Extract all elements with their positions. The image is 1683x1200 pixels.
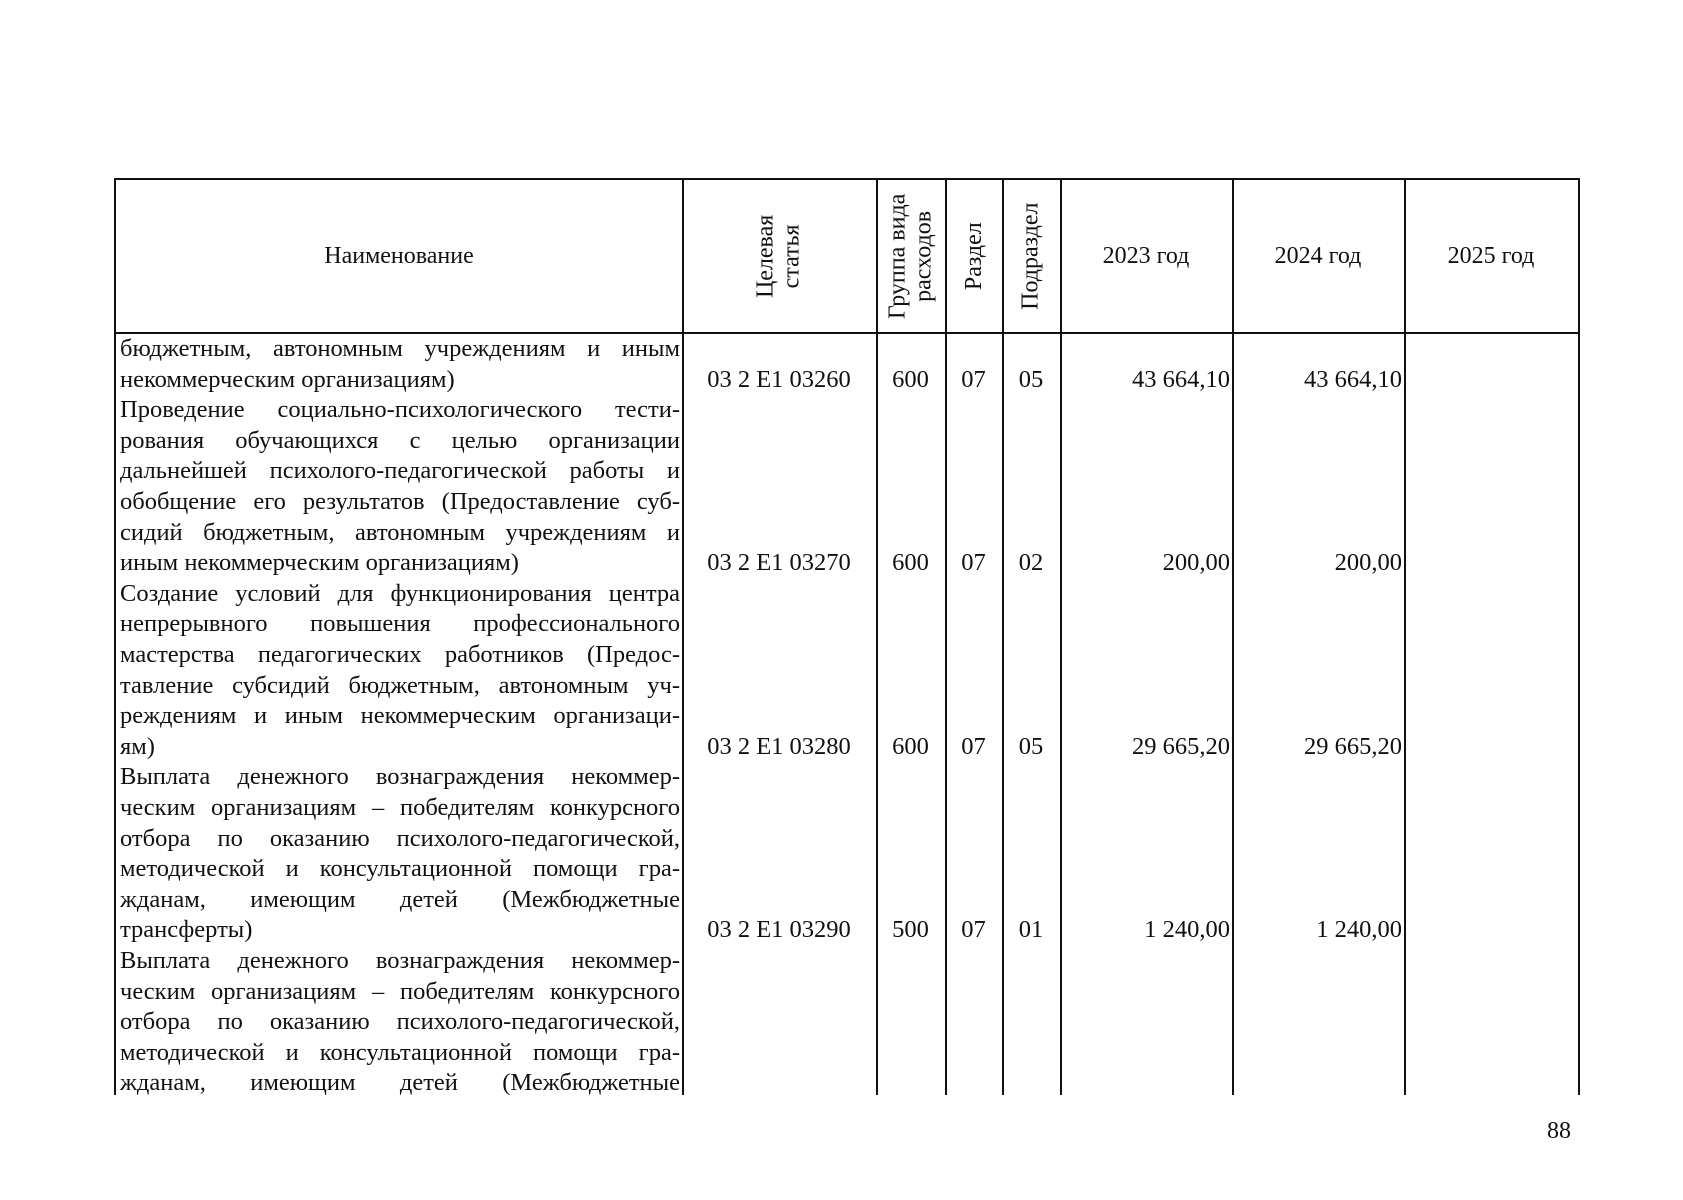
header-2025-label: 2025 год [1447, 242, 1535, 269]
row-name-line: трансферты) [120, 916, 253, 944]
row-name-line: методической и консультационной помощи гра- [120, 1038, 680, 1066]
row-section: 07 [961, 365, 986, 393]
row-2023: 29 665,20 [1132, 732, 1230, 760]
header-target-article-label [753, 214, 806, 297]
row-name-line: иным некоммерческим организациям) [120, 549, 519, 577]
row-name-line: методической и консультационной помощи гра- [120, 855, 680, 883]
row-name-line: сидий бюджетным, автономным учреждениям и [120, 518, 680, 546]
header-line: расходов [910, 210, 937, 302]
header-2024 [1232, 180, 1404, 332]
row-section: 07 [961, 916, 986, 944]
header-name-label: Наименование [324, 242, 474, 269]
row-code: 03 2 E1 03290 [707, 916, 851, 944]
header-2023 [1060, 180, 1232, 332]
row-name [120, 762, 680, 946]
row-name [120, 395, 680, 579]
row-name-line: рования обучающихся с целью организации [120, 426, 680, 454]
row-group: 600 [892, 549, 929, 577]
header-line: Группа вида [884, 193, 911, 319]
row-name-line: ческим организациям – победителям конкурсного [120, 793, 680, 821]
header-subsection [1002, 180, 1060, 332]
row-name-line: Выплата денежного вознаграждения некоммер- [120, 947, 680, 974]
header-section-label: Раздел [960, 222, 987, 290]
row-subsection: 05 [1018, 732, 1044, 760]
header-2025 [1404, 180, 1578, 332]
row-name-line: жданам, имеющим детей (Межбюджетные [120, 1069, 680, 1097]
row-name-line: ческим организациям – победителям конкурсного [120, 977, 680, 1005]
row-group: 600 [892, 732, 929, 760]
row-name [120, 334, 680, 395]
row-name-line: мастерства педагогических работников (Предос- [120, 640, 680, 668]
row-name-line: реждениям и иным некоммерческим организаци- [120, 702, 680, 730]
row-name-line: тавление субсидий бюджетным, автономным уч- [120, 671, 680, 699]
row-name-line: Создание условий для функционирования центра [120, 579, 680, 607]
header-2024-label: 2024 год [1274, 242, 1362, 269]
row-name-line: отбора по оказанию психолого-педагогической, [120, 824, 680, 852]
row-name-line: Выплата денежного вознаграждения некоммер- [120, 763, 680, 791]
header-name [116, 180, 682, 332]
row-2023: 1 240,00 [1144, 916, 1230, 944]
row-section: 07 [961, 549, 986, 577]
row-name-line: ям) [120, 732, 155, 760]
header-expense-group-label [884, 193, 937, 318]
row-group: 500 [892, 916, 929, 944]
row-name-line: обобщение его результатов (Предоставление суб- [120, 487, 680, 515]
row-code: 03 2 E1 03260 [707, 365, 851, 393]
row-2023: 43 664,10 [1132, 365, 1230, 393]
page-number: 88 [1547, 1118, 1571, 1144]
row-name [120, 946, 680, 1099]
row-name-line: жданам, имеющим детей (Межбюджетные [120, 885, 680, 913]
row-2024: 200,00 [1334, 549, 1402, 577]
header-section [945, 180, 1002, 332]
row-subsection: 05 [1018, 365, 1044, 393]
row-subsection: 02 [1018, 549, 1044, 577]
row-section: 07 [961, 732, 986, 760]
header-2023-label: 2023 год [1102, 242, 1190, 269]
header-subsection-label: Подраздел [1017, 202, 1044, 310]
row-name-line: бюджетным, автономным учреждениям и иным [120, 335, 680, 362]
row-name-line: дальнейшей психолого-педагогической работы и [120, 457, 680, 485]
row-name-line: некоммерческим организациям) [120, 365, 455, 393]
row-group: 600 [892, 365, 929, 393]
budget-table [114, 178, 1580, 1095]
row-2024: 1 240,00 [1316, 916, 1402, 944]
row-subsection: 01 [1018, 916, 1044, 944]
header-line: Целевая [752, 214, 779, 298]
row-code: 03 2 E1 03280 [707, 732, 851, 760]
row-name-line: отбора по оказанию психолого-педагогической, [120, 1008, 680, 1036]
header-expense-group [876, 180, 945, 332]
row-2023: 200,00 [1162, 549, 1230, 577]
header-line: статья [778, 224, 805, 288]
header-target-article [682, 180, 876, 332]
row-2024: 29 665,20 [1304, 732, 1402, 760]
row-name [120, 579, 680, 763]
row-code: 03 2 E1 03270 [707, 549, 851, 577]
row-name-line: непрерывного повышения профессионального [120, 610, 680, 638]
row-2024: 43 664,10 [1304, 365, 1402, 393]
row-name-line: Проведение социально-психологического тести- [120, 396, 680, 424]
